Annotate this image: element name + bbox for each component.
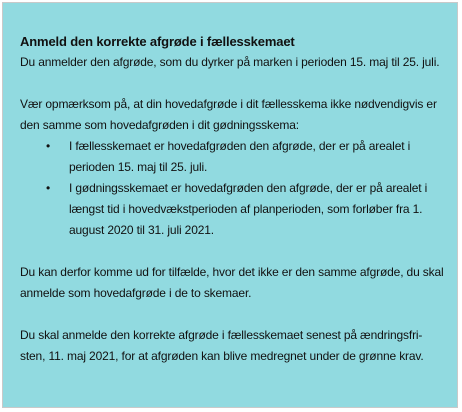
info-box [2,2,458,408]
bullet-item-gødningsskema: • I gødningsskemaet er hovedafgrøden den afgrøde, der er på arealet i længst tid i hovedvækstperioden af planperioden, som forløber fra 1. august 2020 til 31. juli 2021. [20,178,445,241]
notice-paragraph-3: Du kan derfor komme ud for tilfælde, hvor det ikke er den samme afgrøde, du skal anmelde som hovedafgrøde i de to skemaer. [20,265,444,300]
notice-bullet-list [20,136,445,241]
notice-paragraph-4: Du skal anmelde den korrekte afgrøde i fællesskemaet senest på ændringsfri-sten, 11. maj 2021, for at afgrøden kan blive medregnet under de grønne krav. [20,328,424,363]
notice-paragraph-2: Vær opmærksom på, at din hovedafgrøde i dit fællesskema ikke nødvendigvis er den samme som hovedafgrøden i dit gødningsskema: [20,97,437,132]
bullet-item-fællesskema: • I fællesskemaet er hovedafgrøden den afgrøde, der er på arealet i perioden 15. maj til 25. juli. [20,136,445,178]
notice-paragraph-1: Du anmelder den afgrøde, som du dyrker på marken i perioden 15. maj til 25. juli. [20,55,440,69]
spacer [20,304,445,325]
notice-heading: Anmeld den korrekte afgrøde i fællesskemaet [20,34,295,49]
spacer [20,241,445,262]
spacer [20,73,445,94]
